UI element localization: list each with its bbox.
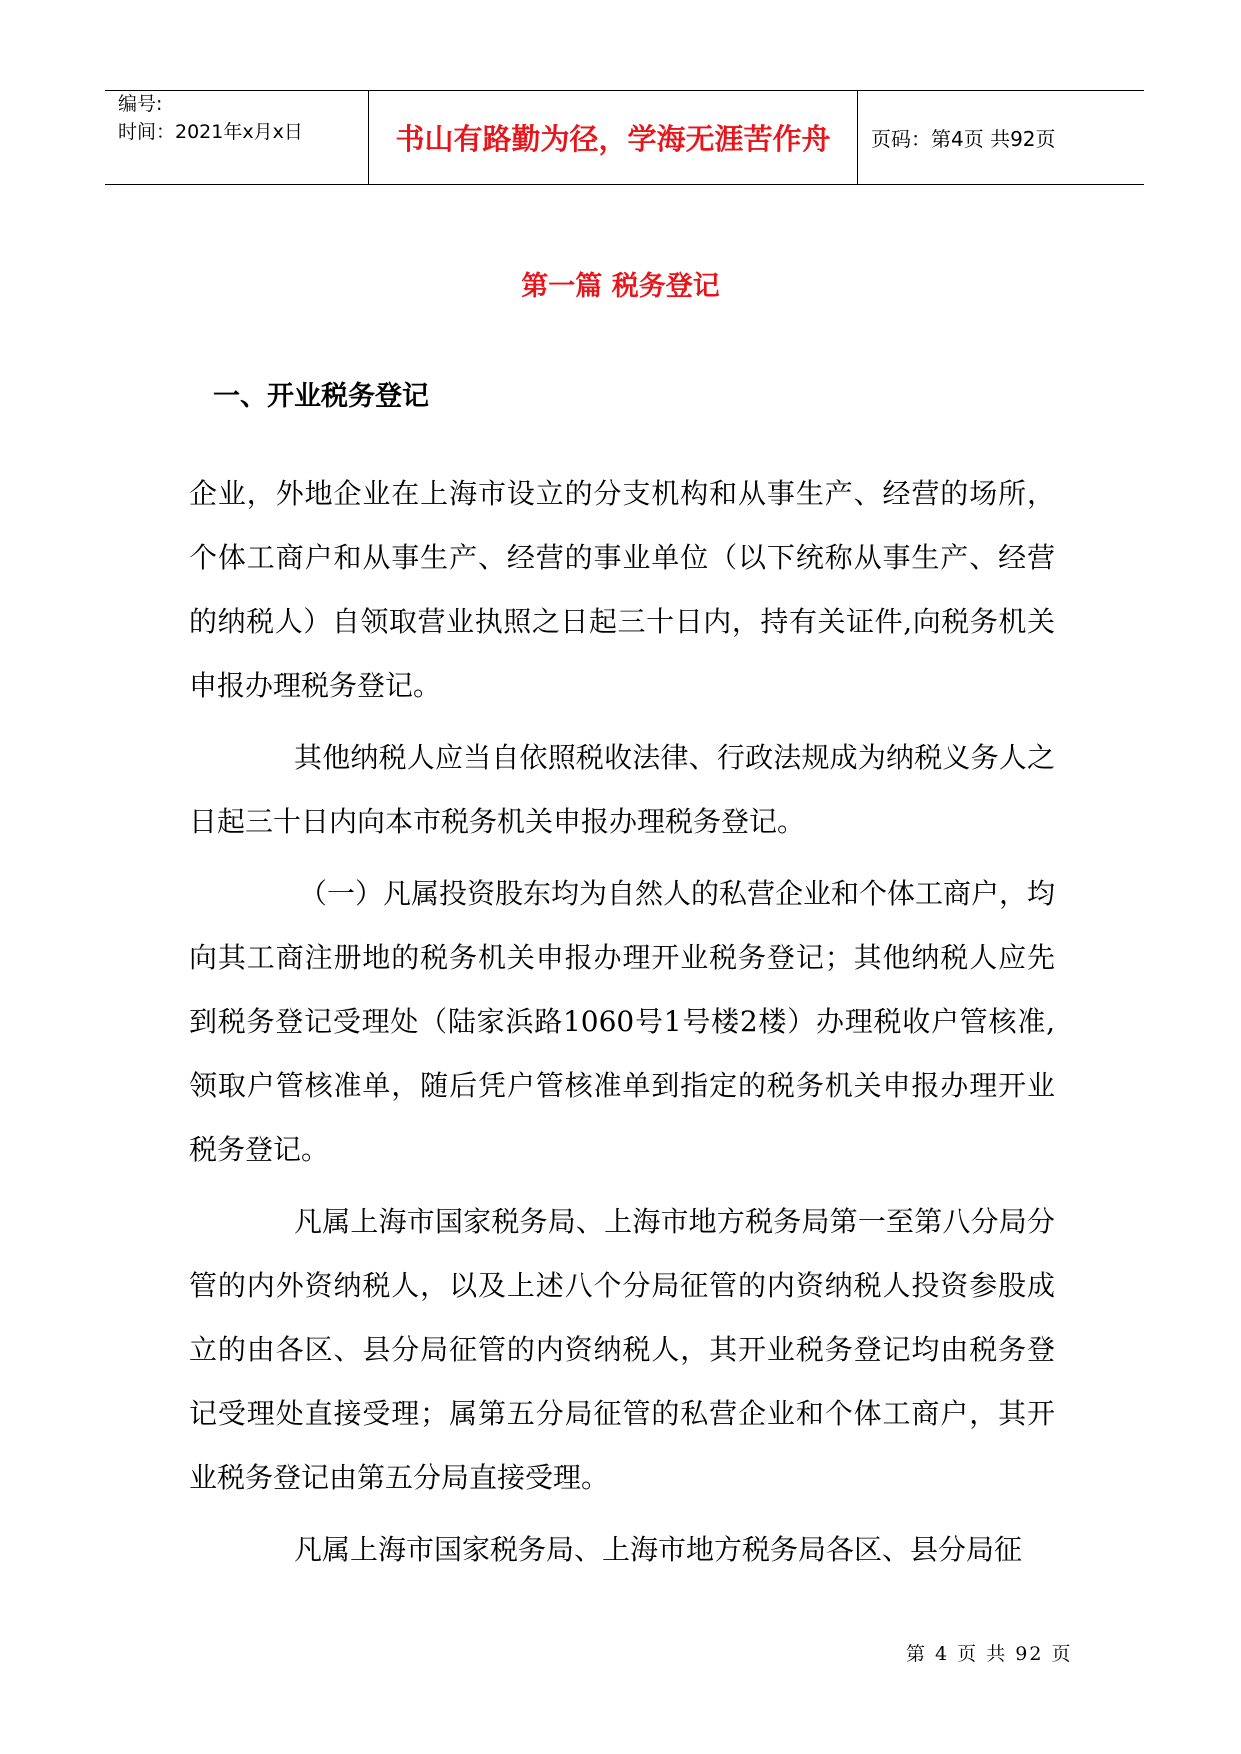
document-time-label: 时间：2021年x月x日: [118, 121, 303, 143]
header-meta: [105, 91, 369, 184]
paragraph: （一）凡属投资股东均为自然人的私营企业和个体工商户，均向其工商注册地的税务机关申报办理开业税务登记；其他纳税人应先到税务登记受理处（陆家浜路1060号1号楼2楼）办理税收户管核准,领取户管核准单，随后凭户管核准单到指定的税务机关申报办理开业税务登记。: [189, 877, 1056, 1166]
document-body: [189, 462, 1055, 1590]
document-title: 第一篇 税务登记: [521, 271, 720, 302]
paragraph: 其他纳税人应当自依照税收法律、行政法规成为纳税义务人之日起三十日内向本市税务机关申报办理税务登记。: [189, 741, 1055, 838]
header-motto-cell: [369, 91, 858, 184]
section-heading: 一、开业税务登记: [213, 381, 429, 412]
document-number-label: 编号:: [118, 93, 163, 115]
page-footer: 第 4 页 共 92 页: [906, 1643, 1073, 1665]
page-header: [105, 90, 1144, 185]
paragraph: 企业，外地企业在上海市设立的分支机构和从事生产、经营的场所，个体工商户和从事生产、经营的事业单位（以下统称从事生产、经营的纳税人）自领取营业执照之日起三十日内，持有关证件,向税务机关申报办理税务登记。: [189, 477, 1055, 702]
header-page-cell: [858, 91, 1144, 184]
paragraph: 凡属上海市国家税务局、上海市地方税务局第一至第八分局分管的内外资纳税人，以及上述八个分局征管的内资纳税人投资参股成立的由各区、县分局征管的内资纳税人，其开业税务登记均由税务登记受理处直接受理；属第五分局征管的私营企业和个体工商户，其开业税务登记由第五分局直接受理。: [189, 1205, 1055, 1494]
header-page-info: 页码：第4页 共92页: [871, 127, 1056, 151]
paragraph: 凡属上海市国家税务局、上海市地方税务局各区、县分局征: [294, 1533, 1023, 1566]
header-motto: 书山有路勤为径，学海无涯苦作舟: [395, 122, 831, 156]
